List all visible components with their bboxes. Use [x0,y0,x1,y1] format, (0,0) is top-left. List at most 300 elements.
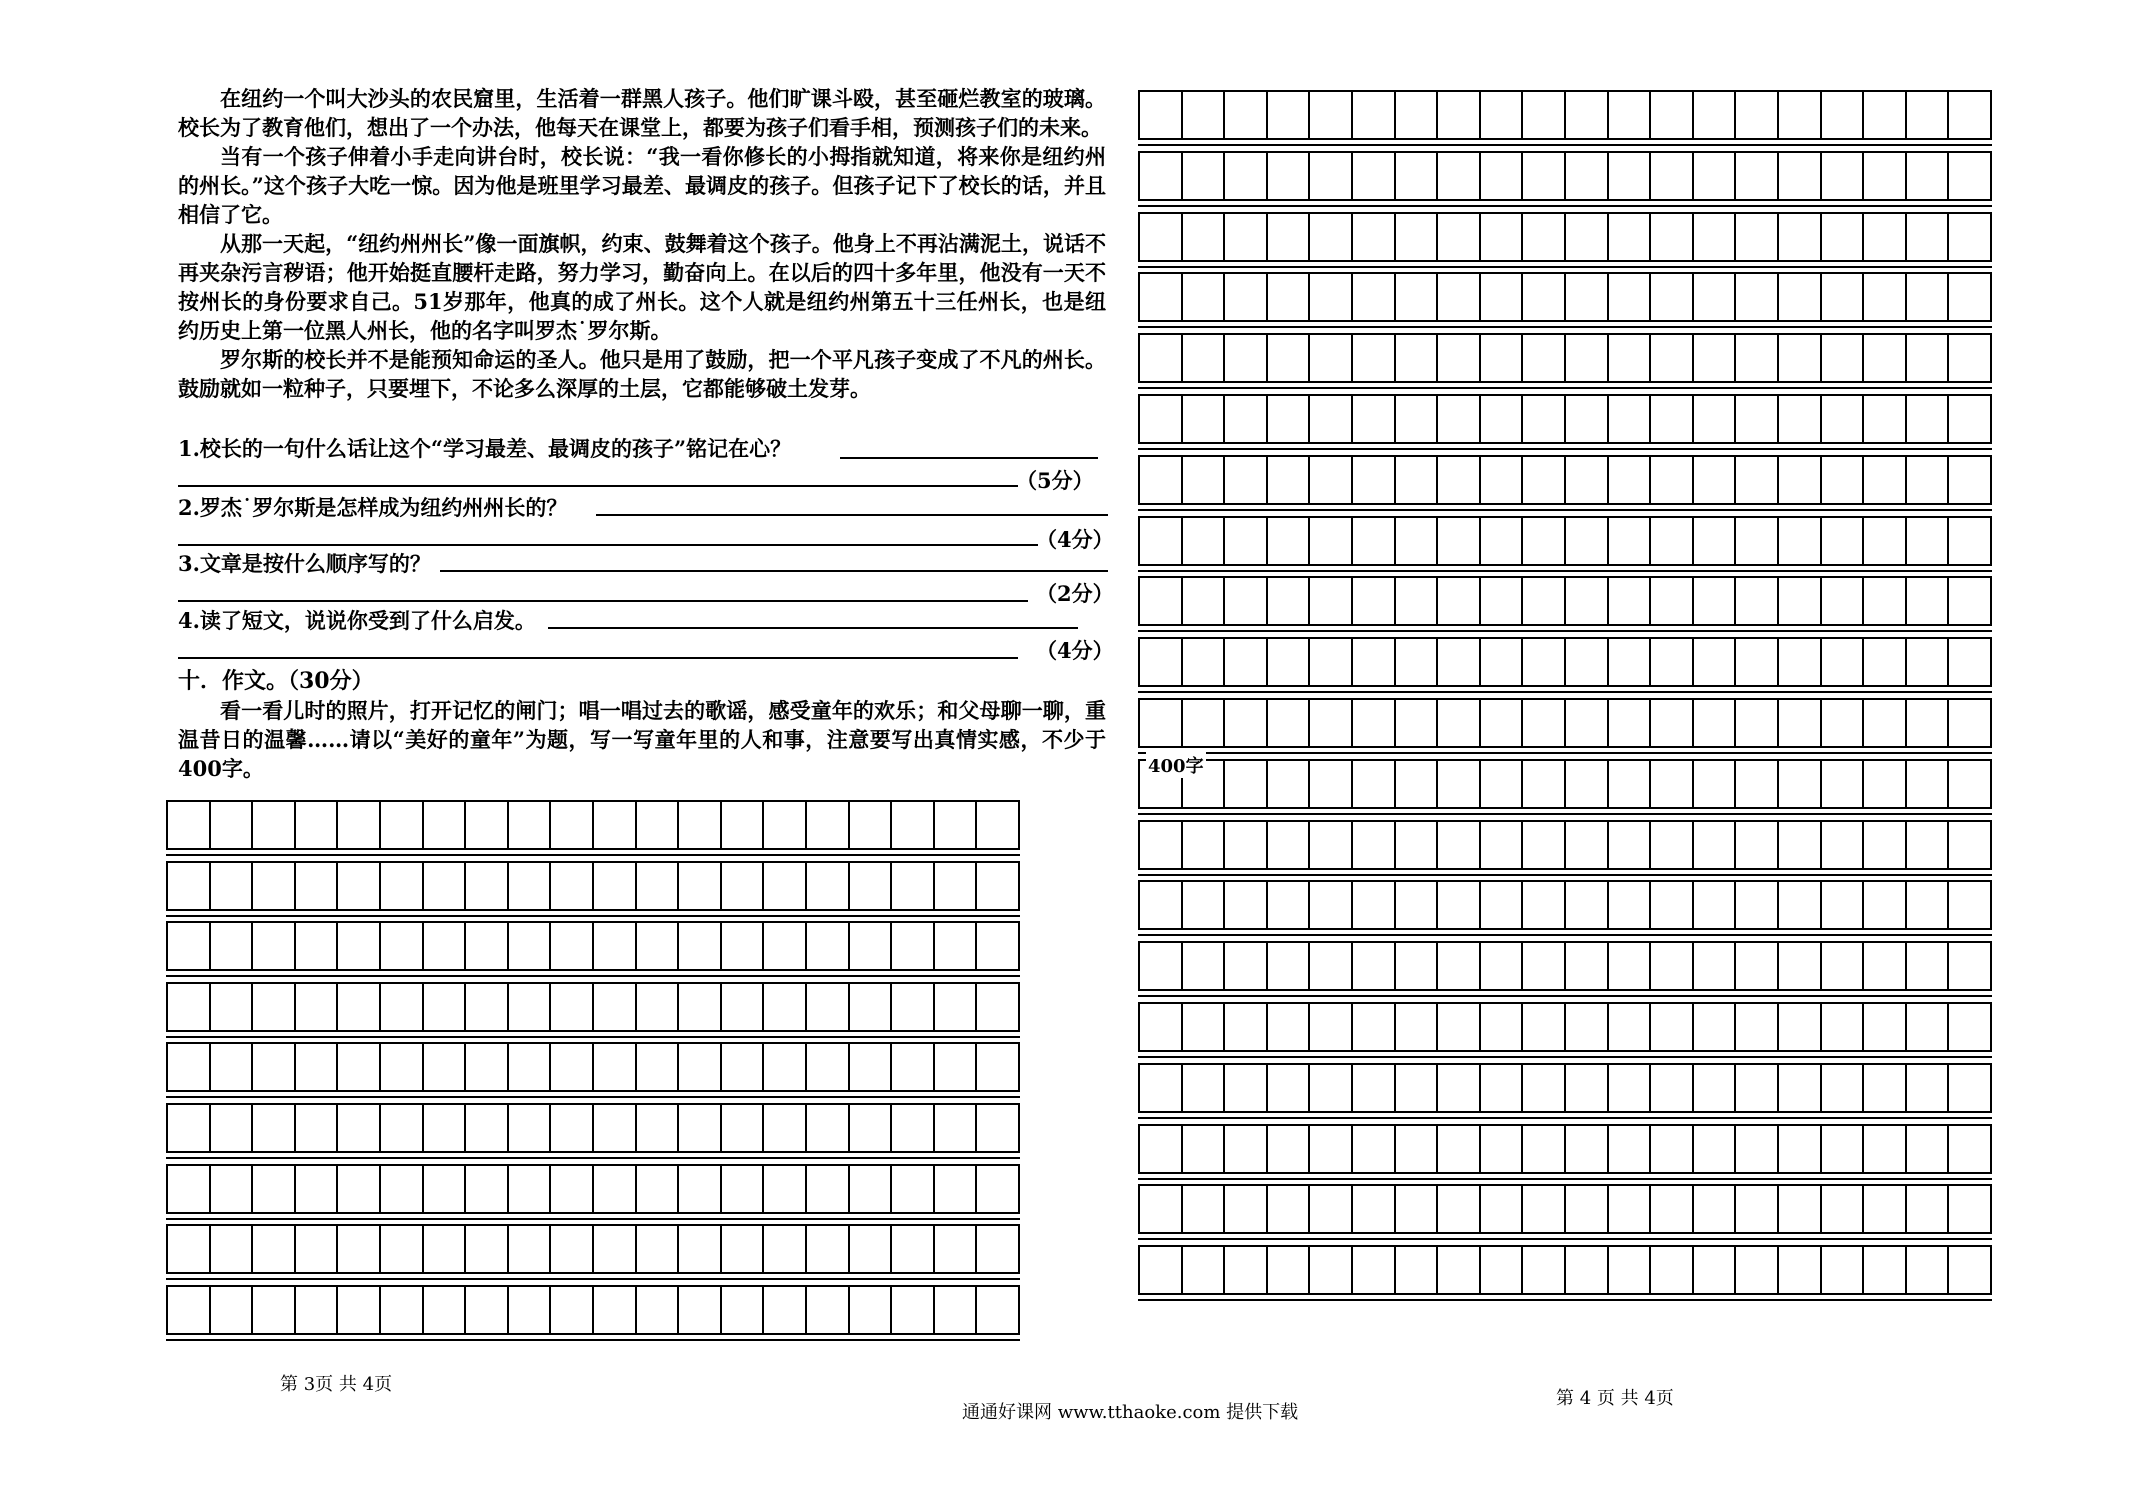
grid-cell[interactable] [1396,214,1439,262]
grid-cell[interactable] [722,1226,765,1274]
grid-cell[interactable] [1183,214,1226,262]
grid-cell[interactable] [637,1226,680,1274]
grid-cell[interactable] [594,984,637,1032]
grid-cell[interactable] [1949,1247,1992,1295]
grid-cell[interactable] [381,1044,424,1092]
grid-cell[interactable] [1694,1186,1737,1234]
grid-cell[interactable] [892,1287,935,1335]
grid-cell[interactable] [1481,1126,1524,1174]
grid-cell[interactable] [1864,396,1907,444]
grid-cell[interactable] [892,802,935,850]
grid-cell[interactable] [296,1105,339,1153]
grid-cell[interactable] [1864,518,1907,566]
grid-cell[interactable] [1396,639,1439,687]
grid-cell[interactable] [594,923,637,971]
grid-cell[interactable] [1140,92,1183,140]
grid-cell[interactable] [1140,1247,1183,1295]
grid-cell[interactable] [211,863,254,911]
grid-cell[interactable] [1822,396,1865,444]
grid-cell[interactable] [1907,153,1950,201]
grid-cell[interactable] [764,984,807,1032]
grid-cell[interactable] [807,1044,850,1092]
grid-cell[interactable] [1864,1186,1907,1234]
grid-cell[interactable] [1523,274,1566,322]
grid-cell[interactable] [1225,1065,1268,1113]
grid-cell[interactable] [1268,396,1311,444]
grid-cell[interactable] [466,1287,509,1335]
grid-cell[interactable] [1694,153,1737,201]
grid-cell[interactable] [935,1105,978,1153]
grid-cell[interactable] [1225,1004,1268,1052]
grid-cell[interactable] [1736,578,1779,626]
grid-cell[interactable] [509,1166,552,1214]
grid-cell[interactable] [1779,639,1822,687]
grid-cell[interactable] [1907,700,1950,748]
grid-cell[interactable] [1225,700,1268,748]
answer-line[interactable] [440,570,1108,572]
grid-cell[interactable] [1694,578,1737,626]
grid-cell[interactable] [1609,578,1652,626]
grid-cell[interactable] [1438,1186,1481,1234]
grid-cell[interactable] [253,984,296,1032]
grid-cell[interactable] [1694,396,1737,444]
grid-cell[interactable] [1396,1126,1439,1174]
grid-cell[interactable] [1268,882,1311,930]
grid-cell[interactable] [722,802,765,850]
grid-cell[interactable] [1310,1004,1353,1052]
grid-cell[interactable] [1268,1126,1311,1174]
answer-line[interactable] [178,600,1028,602]
grid-cell[interactable] [722,984,765,1032]
grid-cell[interactable] [722,1044,765,1092]
grid-cell[interactable] [1822,578,1865,626]
grid-cell[interactable] [1566,518,1609,566]
grid-cell[interactable] [1140,1186,1183,1234]
grid-cell[interactable] [1651,639,1694,687]
grid-cell[interactable] [1523,1186,1566,1234]
grid-cell[interactable] [1438,1247,1481,1295]
grid-cell[interactable] [594,1166,637,1214]
grid-cell[interactable] [1864,943,1907,991]
grid-cell[interactable] [1523,761,1566,809]
grid-cell[interactable] [1481,396,1524,444]
grid-cell[interactable] [1481,457,1524,505]
grid-cell[interactable] [764,1044,807,1092]
grid-cell[interactable] [1523,153,1566,201]
grid-cell[interactable] [1396,1186,1439,1234]
grid-cell[interactable] [764,802,807,850]
grid-cell[interactable] [1225,822,1268,870]
grid-cell[interactable] [1310,882,1353,930]
grid-cell[interactable] [1779,335,1822,383]
grid-cell[interactable] [1822,457,1865,505]
grid-cell[interactable] [1183,274,1226,322]
grid-cell[interactable] [1481,92,1524,140]
grid-cell[interactable] [1949,1186,1992,1234]
grid-cell[interactable] [1481,1247,1524,1295]
grid-cell[interactable] [168,1287,211,1335]
grid-cell[interactable] [1310,1247,1353,1295]
grid-cell[interactable] [1566,578,1609,626]
grid-cell[interactable] [1481,882,1524,930]
grid-cell[interactable] [253,863,296,911]
grid-cell[interactable] [1822,761,1865,809]
grid-cell[interactable] [338,802,381,850]
grid-cell[interactable] [1651,700,1694,748]
grid-cell[interactable] [1822,943,1865,991]
grid-cell[interactable] [1822,700,1865,748]
grid-cell[interactable] [1225,943,1268,991]
grid-cell[interactable] [977,1105,1020,1153]
grid-cell[interactable] [1694,639,1737,687]
grid-cell[interactable] [1949,882,1992,930]
grid-cell[interactable] [1438,1065,1481,1113]
answer-line[interactable] [548,627,1078,629]
grid-cell[interactable] [1907,822,1950,870]
grid-cell[interactable] [1310,396,1353,444]
grid-cell[interactable] [1694,882,1737,930]
grid-cell[interactable] [1481,335,1524,383]
grid-cell[interactable] [1183,578,1226,626]
grid-cell[interactable] [1268,335,1311,383]
grid-cell[interactable] [1736,214,1779,262]
grid-cell[interactable] [296,802,339,850]
grid-cell[interactable] [1353,396,1396,444]
grid-cell[interactable] [1609,1004,1652,1052]
grid-cell[interactable] [722,923,765,971]
grid-cell[interactable] [1183,335,1226,383]
grid-cell[interactable] [1609,214,1652,262]
grid-cell[interactable] [1438,578,1481,626]
grid-cell[interactable] [637,1166,680,1214]
grid-cell[interactable] [1949,335,1992,383]
grid-cell[interactable] [1949,1065,1992,1113]
grid-cell[interactable] [935,802,978,850]
grid-cell[interactable] [551,1226,594,1274]
grid-cell[interactable] [892,1044,935,1092]
grid-cell[interactable] [850,984,893,1032]
grid-cell[interactable] [679,923,722,971]
grid-cell[interactable] [1822,882,1865,930]
grid-cell[interactable] [296,1044,339,1092]
grid-cell[interactable] [1438,214,1481,262]
grid-cell[interactable] [1140,335,1183,383]
grid-cell[interactable] [1481,214,1524,262]
grid-cell[interactable] [1949,92,1992,140]
grid-cell[interactable] [1310,700,1353,748]
grid-cell[interactable] [1907,92,1950,140]
grid-cell[interactable] [1566,822,1609,870]
grid-cell[interactable] [679,1166,722,1214]
grid-cell[interactable] [1310,457,1353,505]
grid-cell[interactable] [1438,335,1481,383]
grid-cell[interactable] [935,984,978,1032]
grid-cell[interactable] [424,923,467,971]
grid-cell[interactable] [1438,1004,1481,1052]
grid-cell[interactable] [1396,396,1439,444]
grid-cell[interactable] [1566,457,1609,505]
grid-cell[interactable] [594,1044,637,1092]
grid-cell[interactable] [1907,1186,1950,1234]
grid-cell[interactable] [509,1044,552,1092]
grid-cell[interactable] [1694,518,1737,566]
grid-cell[interactable] [168,1226,211,1274]
grid-cell[interactable] [424,1226,467,1274]
grid-cell[interactable] [1268,274,1311,322]
grid-cell[interactable] [1949,457,1992,505]
grid-cell[interactable] [1566,1004,1609,1052]
grid-cell[interactable] [1396,1065,1439,1113]
grid-cell[interactable] [1736,1186,1779,1234]
grid-cell[interactable] [1268,1186,1311,1234]
grid-cell[interactable] [977,923,1020,971]
grid-cell[interactable] [1225,153,1268,201]
grid-cell[interactable] [1310,518,1353,566]
grid-cell[interactable] [1140,457,1183,505]
grid-cell[interactable] [1864,639,1907,687]
grid-cell[interactable] [1523,92,1566,140]
grid-cell[interactable] [637,1287,680,1335]
grid-cell[interactable] [935,923,978,971]
grid-cell[interactable] [1396,943,1439,991]
grid-cell[interactable] [381,1166,424,1214]
answer-line[interactable] [840,457,1098,459]
grid-cell[interactable] [1438,396,1481,444]
grid-cell[interactable] [1694,1247,1737,1295]
grid-cell[interactable] [807,923,850,971]
grid-cell[interactable] [1566,882,1609,930]
grid-cell[interactable] [1353,882,1396,930]
grid-cell[interactable] [1183,882,1226,930]
grid-cell[interactable] [1140,1126,1183,1174]
grid-cell[interactable] [1396,457,1439,505]
grid-cell[interactable] [1736,153,1779,201]
grid-cell[interactable] [1949,1004,1992,1052]
grid-cell[interactable] [850,1044,893,1092]
grid-cell[interactable] [1609,1247,1652,1295]
grid-cell[interactable] [1481,153,1524,201]
grid-cell[interactable] [1523,1065,1566,1113]
grid-cell[interactable] [1310,274,1353,322]
grid-cell[interactable] [1140,822,1183,870]
grid-cell[interactable] [1396,700,1439,748]
grid-cell[interactable] [1353,700,1396,748]
grid-cell[interactable] [977,1044,1020,1092]
grid-cell[interactable] [1140,700,1183,748]
grid-cell[interactable] [764,1287,807,1335]
grid-cell[interactable] [1310,822,1353,870]
grid-cell[interactable] [1694,92,1737,140]
grid-cell[interactable] [1779,1186,1822,1234]
grid-cell[interactable] [1864,153,1907,201]
grid-cell[interactable] [551,1044,594,1092]
grid-cell[interactable] [1268,1247,1311,1295]
grid-cell[interactable] [1609,1126,1652,1174]
grid-cell[interactable] [296,1166,339,1214]
grid-cell[interactable] [1864,92,1907,140]
grid-cell[interactable] [594,1226,637,1274]
grid-cell[interactable] [296,984,339,1032]
grid-cell[interactable] [679,1287,722,1335]
grid-cell[interactable] [1609,274,1652,322]
grid-cell[interactable] [509,802,552,850]
grid-cell[interactable] [211,1105,254,1153]
grid-cell[interactable] [211,1166,254,1214]
grid-cell[interactable] [1949,1126,1992,1174]
grid-cell[interactable] [168,1105,211,1153]
grid-cell[interactable] [1864,700,1907,748]
grid-cell[interactable] [1396,92,1439,140]
grid-cell[interactable] [211,1287,254,1335]
grid-cell[interactable] [935,1226,978,1274]
grid-cell[interactable] [1609,153,1652,201]
grid-cell[interactable] [466,1166,509,1214]
grid-cell[interactable] [1566,943,1609,991]
grid-cell[interactable] [1225,92,1268,140]
grid-cell[interactable] [551,923,594,971]
grid-cell[interactable] [850,1105,893,1153]
grid-cell[interactable] [1310,1126,1353,1174]
grid-cell[interactable] [1396,1004,1439,1052]
grid-cell[interactable] [850,1226,893,1274]
grid-cell[interactable] [1225,1186,1268,1234]
grid-cell[interactable] [1225,1247,1268,1295]
grid-cell[interactable] [551,1105,594,1153]
grid-cell[interactable] [1822,1247,1865,1295]
grid-cell[interactable] [1438,1126,1481,1174]
grid-cell[interactable] [1651,578,1694,626]
grid-cell[interactable] [253,1287,296,1335]
grid-cell[interactable] [1140,214,1183,262]
grid-cell[interactable] [1651,1126,1694,1174]
grid-cell[interactable] [1651,822,1694,870]
grid-cell[interactable] [1907,1065,1950,1113]
grid-cell[interactable] [1779,1004,1822,1052]
grid-cell[interactable] [1907,639,1950,687]
grid-cell[interactable] [466,1105,509,1153]
grid-cell[interactable] [1481,761,1524,809]
grid-cell[interactable] [1396,578,1439,626]
grid-cell[interactable] [1353,943,1396,991]
grid-cell[interactable] [253,1044,296,1092]
grid-cell[interactable] [807,984,850,1032]
grid-cell[interactable] [1523,518,1566,566]
grid-cell[interactable] [1268,700,1311,748]
grid-cell[interactable] [722,1166,765,1214]
grid-cell[interactable] [1822,335,1865,383]
grid-cell[interactable] [892,923,935,971]
grid-cell[interactable] [1736,518,1779,566]
grid-cell[interactable] [1523,396,1566,444]
grid-cell[interactable] [892,1226,935,1274]
grid-cell[interactable] [1268,639,1311,687]
grid-cell[interactable] [1864,457,1907,505]
grid-cell[interactable] [764,863,807,911]
grid-cell[interactable] [1651,882,1694,930]
grid-cell[interactable] [1438,761,1481,809]
grid-cell[interactable] [1651,335,1694,383]
grid-cell[interactable] [509,1105,552,1153]
grid-cell[interactable] [1949,822,1992,870]
grid-cell[interactable] [1779,274,1822,322]
grid-cell[interactable] [1694,274,1737,322]
grid-cell[interactable] [1609,92,1652,140]
grid-cell[interactable] [1353,1247,1396,1295]
grid-cell[interactable] [1694,1004,1737,1052]
grid-cell[interactable] [1907,274,1950,322]
grid-cell[interactable] [722,863,765,911]
grid-cell[interactable] [1523,1126,1566,1174]
grid-cell[interactable] [1864,761,1907,809]
grid-cell[interactable] [466,984,509,1032]
grid-cell[interactable] [1481,700,1524,748]
grid-cell[interactable] [1225,396,1268,444]
grid-cell[interactable] [1949,761,1992,809]
grid-cell[interactable] [1864,578,1907,626]
grid-cell[interactable] [1310,639,1353,687]
grid-cell[interactable] [637,802,680,850]
grid-cell[interactable] [1523,882,1566,930]
grid-cell[interactable] [1736,639,1779,687]
grid-cell[interactable] [1566,153,1609,201]
grid-cell[interactable] [381,923,424,971]
grid-cell[interactable] [1438,700,1481,748]
grid-cell[interactable] [1183,1065,1226,1113]
grid-cell[interactable] [424,1287,467,1335]
grid-cell[interactable] [1140,396,1183,444]
grid-cell[interactable] [1609,457,1652,505]
grid-cell[interactable] [509,1226,552,1274]
grid-cell[interactable] [1609,518,1652,566]
grid-cell[interactable] [1779,1247,1822,1295]
grid-cell[interactable] [1779,943,1822,991]
grid-cell[interactable] [1907,457,1950,505]
grid-cell[interactable] [1140,578,1183,626]
grid-cell[interactable] [424,863,467,911]
grid-cell[interactable] [1907,578,1950,626]
grid-cell[interactable] [1907,335,1950,383]
grid-cell[interactable] [424,1044,467,1092]
grid-cell[interactable] [594,802,637,850]
grid-cell[interactable] [764,1105,807,1153]
grid-cell[interactable] [1949,153,1992,201]
grid-cell[interactable] [466,802,509,850]
grid-cell[interactable] [1736,92,1779,140]
grid-cell[interactable] [637,1105,680,1153]
grid-cell[interactable] [1268,822,1311,870]
grid-cell[interactable] [1225,335,1268,383]
grid-cell[interactable] [1310,214,1353,262]
grid-cell[interactable] [466,923,509,971]
grid-cell[interactable] [1736,943,1779,991]
grid-cell[interactable] [892,863,935,911]
grid-cell[interactable] [168,923,211,971]
grid-cell[interactable] [1736,1065,1779,1113]
grid-cell[interactable] [1949,214,1992,262]
grid-cell[interactable] [1183,1004,1226,1052]
grid-cell[interactable] [1268,153,1311,201]
grid-cell[interactable] [1353,92,1396,140]
grid-cell[interactable] [1438,822,1481,870]
grid-cell[interactable] [594,1287,637,1335]
grid-cell[interactable] [1822,1186,1865,1234]
grid-cell[interactable] [1225,578,1268,626]
grid-cell[interactable] [1779,518,1822,566]
grid-cell[interactable] [1481,1065,1524,1113]
grid-cell[interactable] [1779,1065,1822,1113]
grid-cell[interactable] [637,1044,680,1092]
grid-cell[interactable] [1822,214,1865,262]
